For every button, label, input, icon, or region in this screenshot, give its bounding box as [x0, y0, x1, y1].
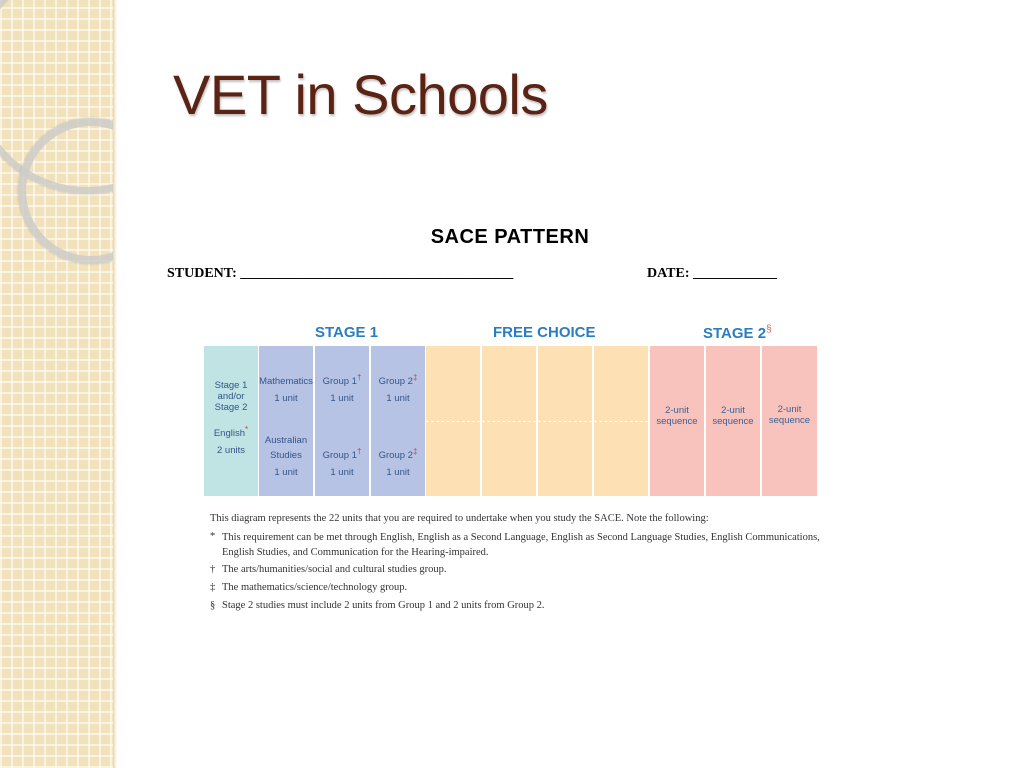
free-choice-label: FREE CHOICE	[493, 324, 596, 341]
section-mark: §	[766, 324, 772, 335]
note-text: The mathematics/science/technology group.	[222, 582, 408, 593]
note-text: The arts/humanities/social and cultural studies group.	[222, 564, 447, 575]
stage2-label	[703, 324, 772, 342]
document-heading: SACE PATTERN	[430, 226, 590, 248]
cell-label	[315, 372, 369, 387]
dagger-mark: †	[356, 447, 362, 456]
cell-label-text: Group 1	[322, 450, 357, 462]
stage2-column	[650, 346, 704, 496]
slide-title: VET in Schools	[173, 63, 548, 126]
stage1-column	[371, 346, 425, 496]
cell-label-line1: Australian	[264, 435, 308, 446]
cell-units: 1 unit	[330, 393, 354, 404]
asterisk-mark: *	[245, 425, 249, 434]
note-mark: ‡	[210, 582, 216, 593]
cell-units: 1 unit	[274, 467, 298, 478]
double-dagger-mark: ‡	[412, 447, 418, 456]
cell-label-text: Mathematics	[259, 376, 313, 388]
cell-units: 1 unit	[386, 393, 410, 404]
english-column	[204, 346, 258, 496]
diagram-notes	[210, 510, 820, 615]
dashed-divider	[482, 421, 536, 422]
cell-label	[259, 372, 313, 387]
stage2-column	[706, 346, 760, 496]
sequence-line1: 2-unit	[777, 404, 802, 415]
note-item	[210, 579, 820, 597]
sequence-line2: sequence	[712, 416, 754, 427]
note-text: Stage 2 studies must include 2 units from Group 1 and 2 units from Group 2.	[222, 600, 545, 611]
sequence-line1: 2-unit	[721, 405, 745, 416]
cell-label-text: Group 2	[378, 450, 413, 462]
dashed-divider	[538, 421, 592, 422]
note-mark: *	[210, 531, 216, 542]
cell-label	[371, 372, 425, 387]
cell-units: 1 unit	[274, 393, 298, 404]
stage1-column	[315, 346, 369, 496]
dashed-divider	[594, 421, 648, 422]
sequence-line2: sequence	[656, 416, 698, 427]
stage1-column	[259, 346, 313, 496]
cell-label-text: Studies	[270, 450, 302, 462]
date-field: DATE: ____________	[647, 266, 778, 281]
stage1-label: STAGE 1	[315, 324, 379, 341]
note-item	[210, 561, 820, 579]
english-label	[204, 424, 258, 439]
double-dagger-mark: ‡	[412, 373, 418, 382]
note-text: This requirement can be met through English, English as a Second Language, English as Second Language Studies, English Communications, English Studies, and Communication for the Hearing-impaired.	[222, 532, 820, 558]
cell-units: 1 unit	[386, 467, 410, 478]
student-field: STUDENT: _______________________________________	[167, 266, 514, 281]
side-panel-edge	[113, 0, 117, 768]
note-mark: †	[210, 564, 216, 575]
free-choice-column	[594, 346, 648, 496]
stage2-column	[762, 346, 817, 496]
stage2-label-text: STAGE 2	[703, 325, 767, 342]
notes-intro: This diagram represents the 22 units that you are required to undertake when you study the SACE. Note the following:	[210, 513, 709, 524]
stage-line-2: and/or	[217, 391, 245, 402]
note-item	[210, 528, 820, 561]
cell-label-text: Group 2	[378, 376, 413, 388]
free-choice-column	[426, 346, 480, 496]
cell-label	[371, 446, 425, 461]
cell-units: 1 unit	[330, 467, 354, 478]
cell-label-text: Group 1	[322, 376, 357, 388]
note-item	[210, 597, 820, 615]
dagger-mark: †	[356, 373, 362, 382]
decorative-side-panel	[0, 0, 113, 768]
english-units: 2 units	[217, 445, 245, 456]
dashed-divider	[426, 421, 480, 422]
stage-line-1: Stage 1	[214, 380, 248, 391]
note-mark: §	[210, 600, 216, 611]
free-choice-column	[482, 346, 536, 496]
free-choice-column	[538, 346, 592, 496]
cell-label	[315, 446, 369, 461]
stage-line-3: Stage 2	[214, 402, 248, 413]
sequence-line1: 2-unit	[665, 405, 689, 416]
cell-label	[259, 446, 313, 461]
english-text: English	[213, 428, 246, 440]
sequence-line2: sequence	[768, 415, 811, 426]
